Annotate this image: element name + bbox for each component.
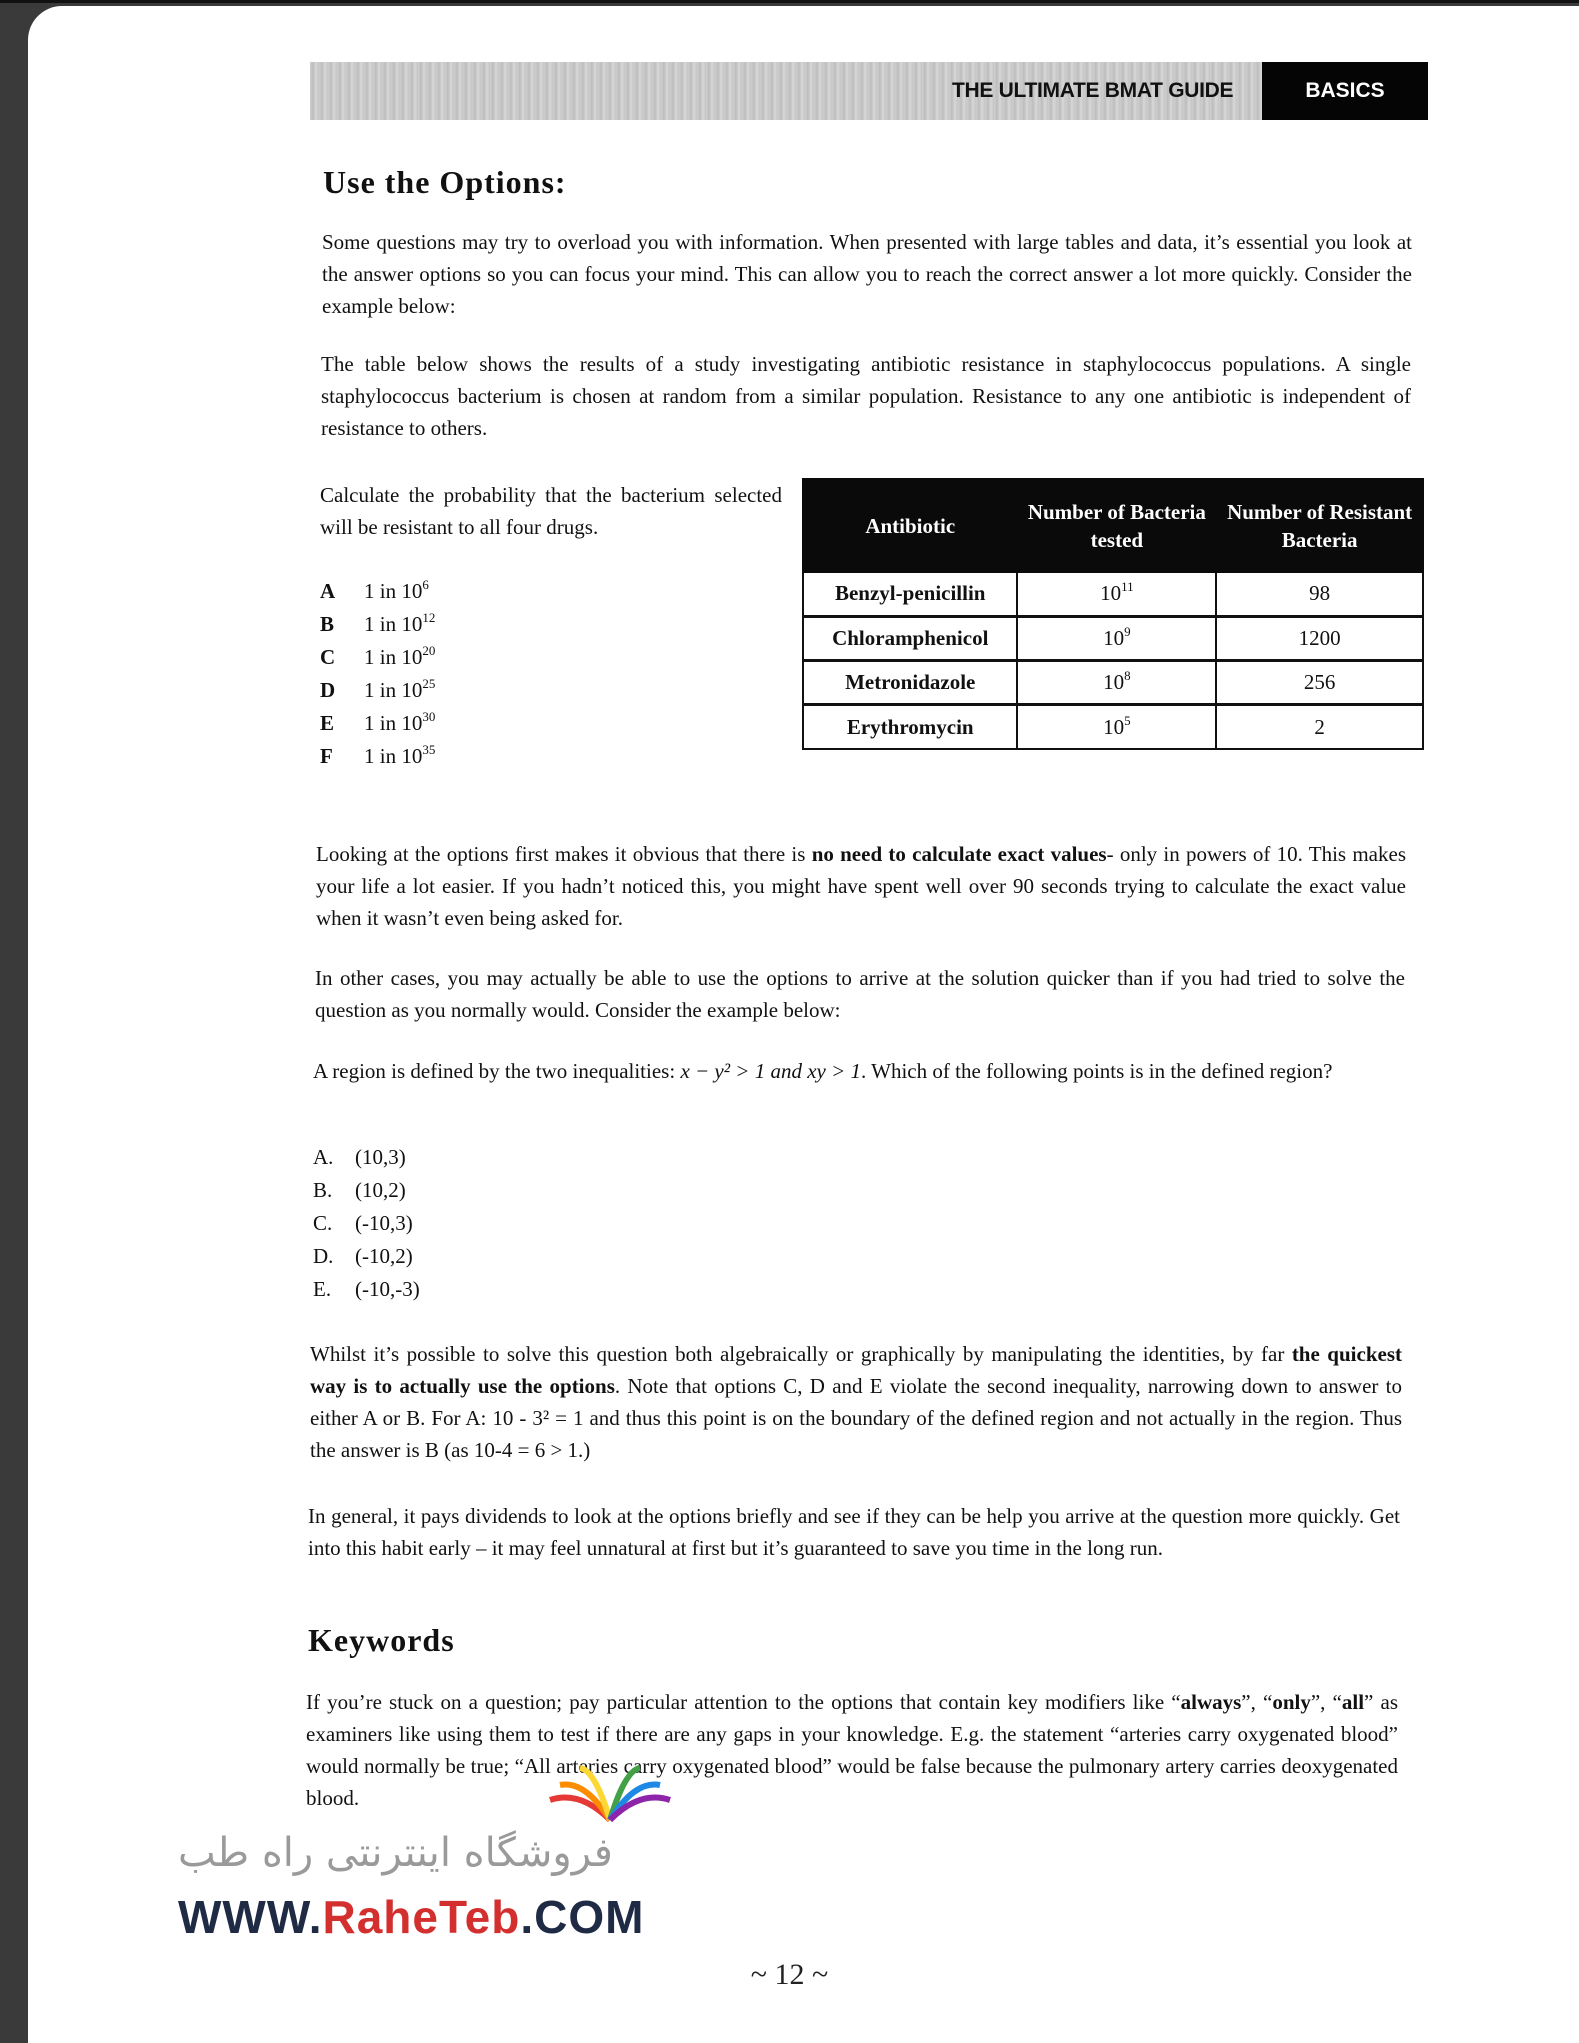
bacteria-tested: $10^5$ — [1017, 705, 1216, 749]
analysis-paragraph: Looking at the options first makes it obvious that there is no need to calculate exact values- only in powers of 10. This makes your life a lot easier. If you hadn’t noticed this, you might have spent well over 90 seconds trying to calculate the exact value when it wasn’t even being asked for. — [316, 842, 1406, 930]
answer-option: E 1 in $10^{30}$ — [320, 709, 436, 735]
inequality-options-list — [313, 1141, 420, 1306]
answer-option: C 1 in $10^{20}$ — [320, 643, 436, 669]
general-advice-paragraph: In general, it pays dividends to look at the options briefly and see if they can be help you arrive at the question more quickly. Get into this habit early – it may feel unnatural at first but it’s guaranteed to save you time in the long run. — [308, 1504, 1400, 1560]
answer-option: E. (-10,-3) — [313, 1277, 420, 1301]
heading-keywords: Keywords — [308, 1622, 455, 1658]
antibiotic-name: Benzyl-penicillin — [803, 572, 1017, 616]
resistant-count: 1200 — [1216, 616, 1423, 660]
page-number: ~ 12 ~ — [750, 1958, 829, 1991]
answer-option: A 1 in $10^6$ — [320, 577, 429, 603]
bacteria-tested: $10^9$ — [1017, 616, 1216, 660]
table-header-row — [803, 479, 1423, 572]
section-badge: BASICS — [1262, 62, 1428, 120]
column-header: Antibiotic — [803, 479, 1017, 572]
book-logo-icon — [540, 1740, 680, 1830]
column-header: Number of Bacteria tested — [1017, 479, 1216, 572]
answer-option: A. (10,3) — [313, 1145, 406, 1169]
heading-use-the-options: Use the Options: — [323, 164, 567, 200]
resistant-count: 98 — [1216, 572, 1423, 616]
keywords-paragraph: If you’re stuck on a question; pay particular attention to the options that contain key modifiers like “always”, “only”, “all” as examiners like using them to test if there are any gaps in your knowledge. E.g. the statement “arteries carry oxygenated blood” would normally be true; “All arteries carry oxygenated blood” would be false because the pulmonary artery carries deoxygenated blood. — [306, 1690, 1398, 1810]
antibiotic-name: Chloramphenicol — [803, 616, 1017, 660]
intro-paragraph: Some questions may try to overload you with information. When presented with large tables and data, it’s essential you look at the answer options so you can focus your mind. This can allow you to reach the correct answer a lot more quickly. Consider the example below: — [322, 230, 1412, 318]
watermark-url: WWW.RaheTeb.COM — [178, 1891, 645, 1943]
scan-border — [0, 0, 1579, 3]
answer-option: F 1 in $10^{35}$ — [320, 742, 436, 768]
answer-option: D 1 in $10^{25}$ — [320, 676, 436, 702]
table-row — [803, 572, 1423, 616]
other-cases-paragraph: In other cases, you may actually be able to use the options to arrive at the solution quicker than if you had tried to solve the question as you normally would. Consider the example below: — [315, 966, 1405, 1022]
resistant-count: 256 — [1216, 661, 1423, 705]
table-row — [803, 661, 1423, 705]
book-title: THE ULTIMATE BMAT GUIDE — [952, 79, 1234, 102]
watermark-persian-text: فروشگاه اینترنتی راه طب — [178, 1830, 613, 1876]
antibiotic-name: Erythromycin — [803, 705, 1017, 749]
answer-options-list — [320, 575, 435, 773]
bacteria-tested: $10^{11}$ — [1017, 572, 1216, 616]
column-header: Number of Resistant Bacteria — [1216, 479, 1423, 572]
answer-option: C. (-10,3) — [313, 1211, 413, 1235]
answer-option: B. (10,2) — [313, 1178, 406, 1202]
inequality-question: A region is defined by the two inequalities: x − y² > 1 and xy > 1. Which of the following points is in the defined region? — [313, 1059, 1333, 1083]
antibiotic-name: Metronidazole — [803, 661, 1017, 705]
running-header-bar — [310, 62, 1428, 120]
answer-option: B 1 in $10^{12}$ — [320, 610, 436, 636]
table-row — [803, 616, 1423, 660]
solution-paragraph: Whilst it’s possible to solve this question both algebraically or graphically by manipulating the identities, by far the quickest way is to actually use the options. Note that options C, D and E violate the second inequality, narrowing down to answer to either A or B. For A: 10 - 3² = 1 and thus this point is on the boundary of the defined region and not actually in the region. Thus the answer is B (as 10-4 = 6 > 1.) — [310, 1342, 1402, 1462]
antibiotic-resistance-table — [802, 478, 1424, 750]
table-row — [803, 705, 1423, 749]
probability-question: Calculate the probability that the bacterium selected will be resistant to all four drugs. — [320, 483, 782, 539]
bacteria-tested: $10^8$ — [1017, 661, 1216, 705]
resistant-count: 2 — [1216, 705, 1423, 749]
example-intro-paragraph: The table below shows the results of a study investigating antibiotic resistance in staphylococcus populations. A single staphylococcus bacterium is chosen at random from a similar population. Resistance to any one antibiotic is independent of resistance to others. — [321, 352, 1411, 440]
answer-option: D. (-10,2) — [313, 1244, 413, 1268]
